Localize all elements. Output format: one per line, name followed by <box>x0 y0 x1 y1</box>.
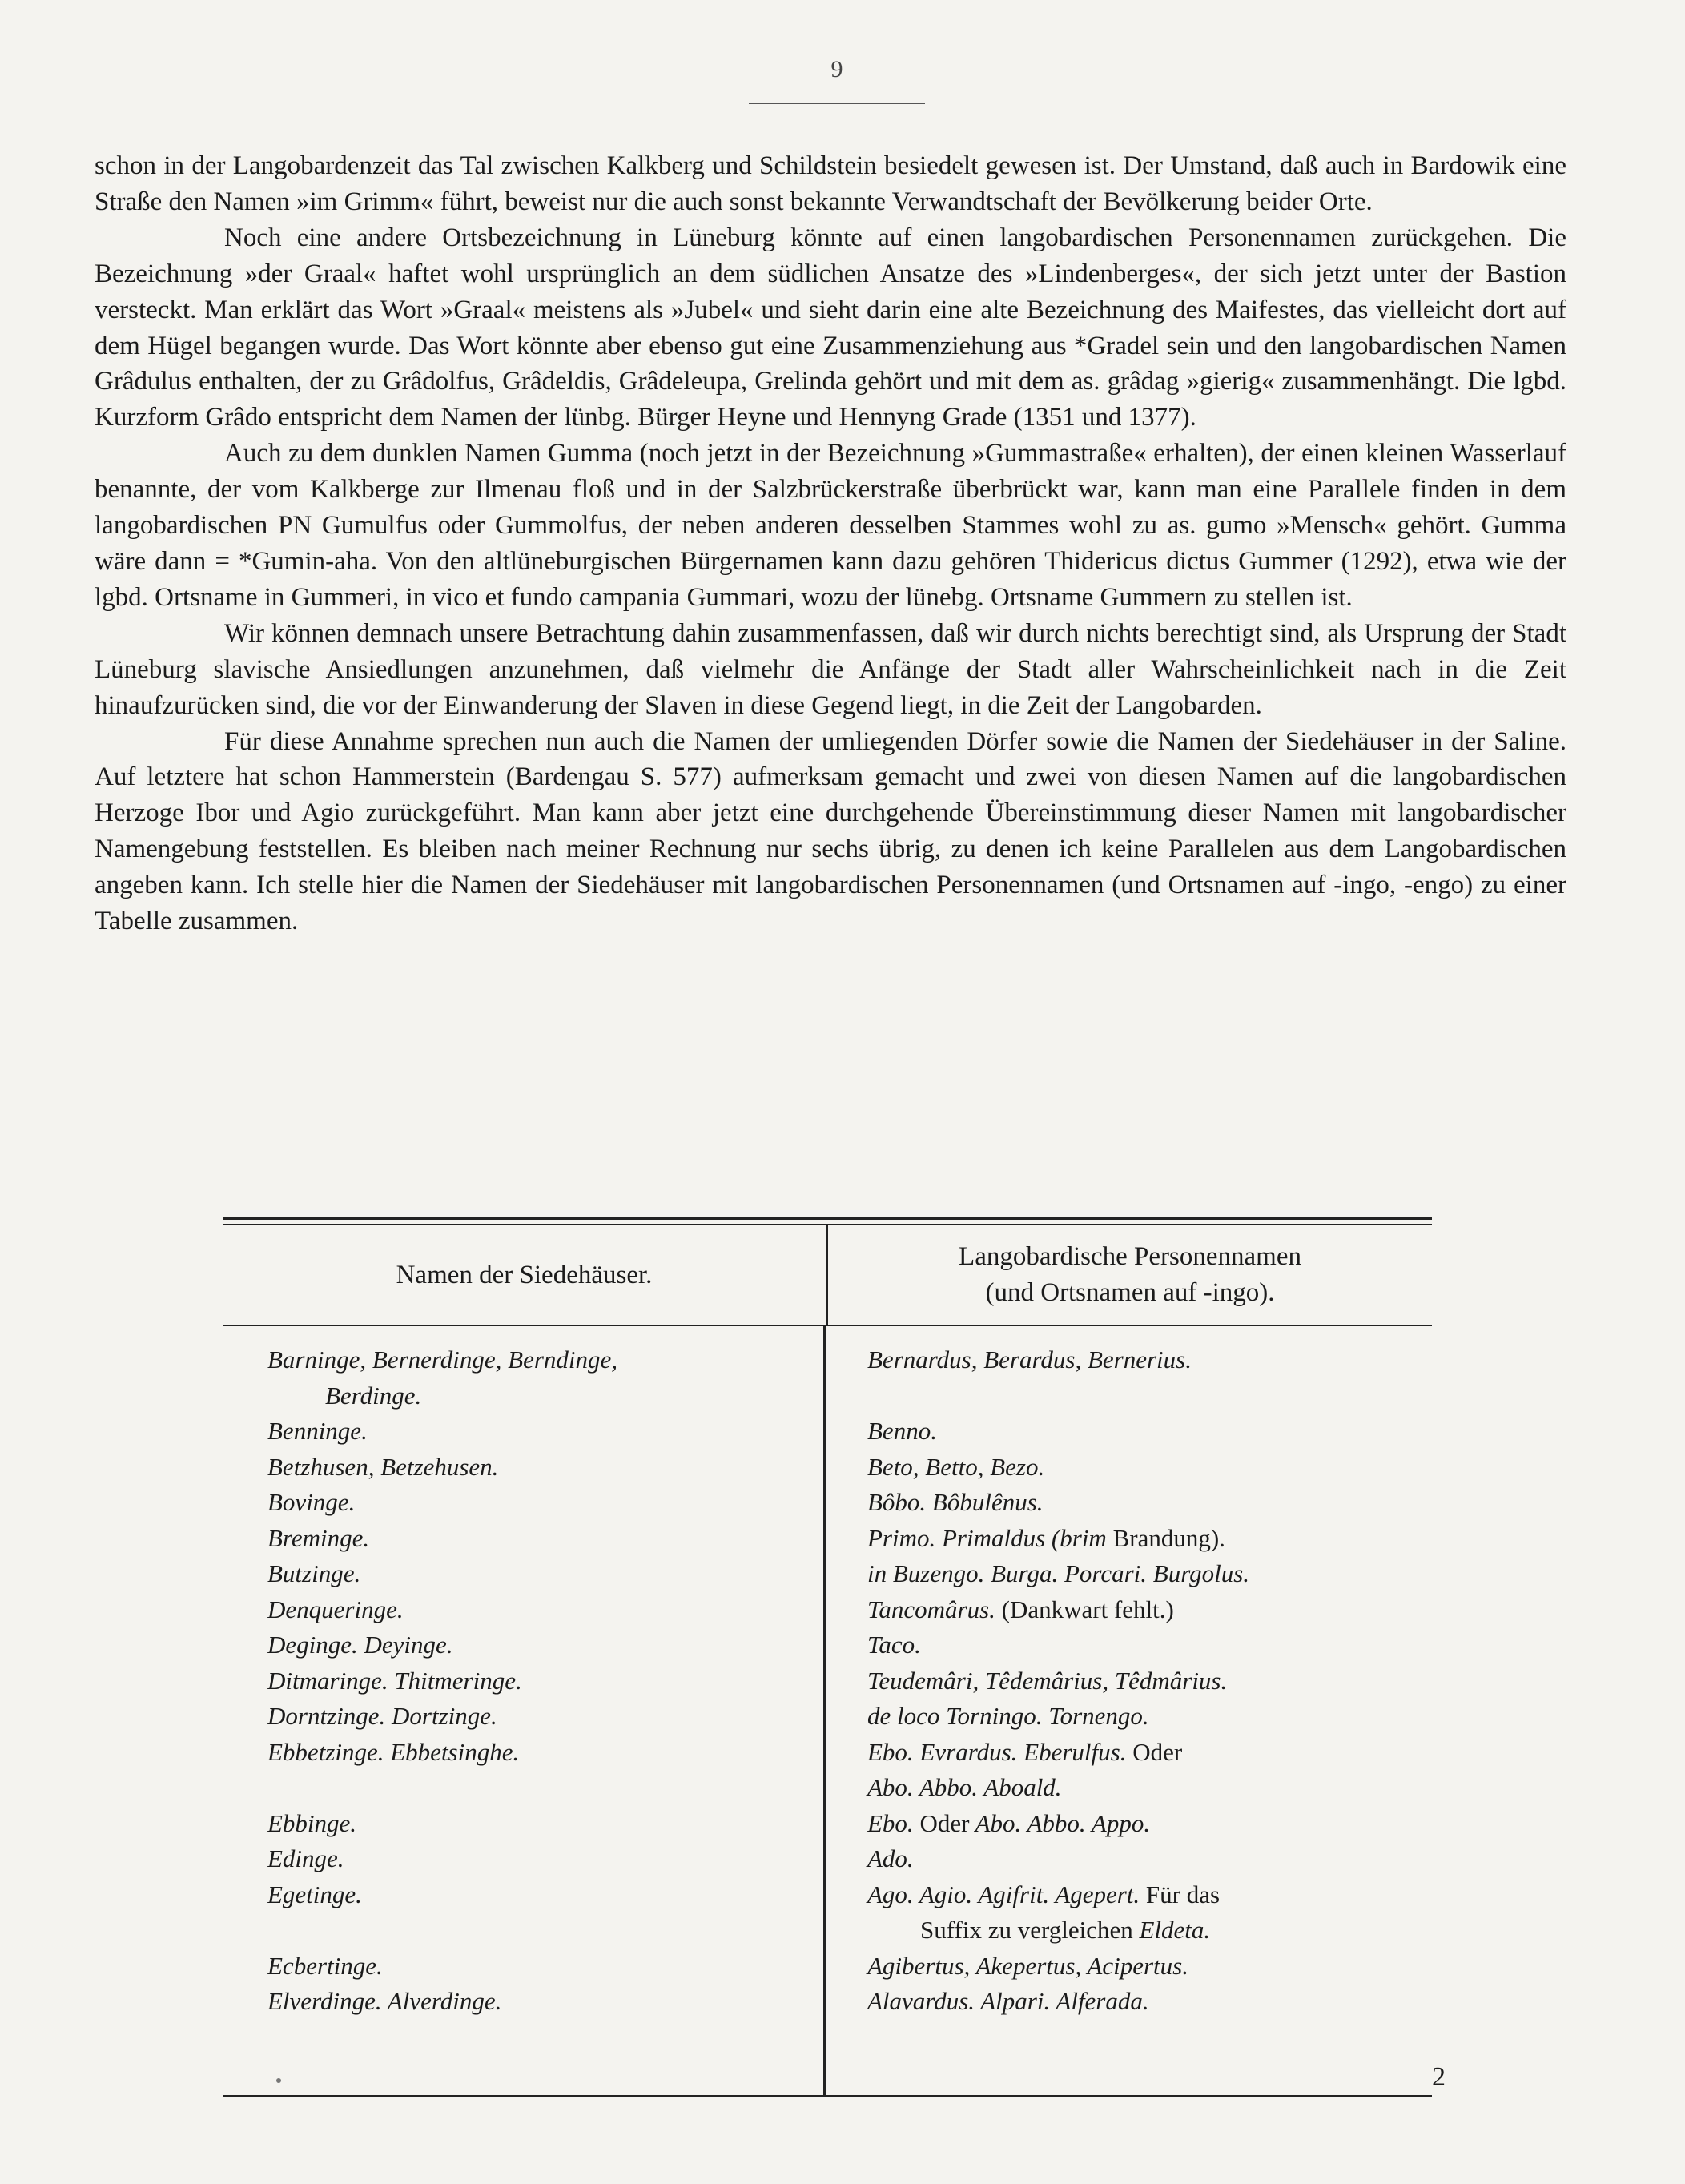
table-row-left: Betzhusen, Betzehusen. <box>267 1452 499 1481</box>
table-row-left: Ecbertinge. <box>267 1951 383 1980</box>
table-row-right: Bôbo. Bôbulênus. <box>867 1488 1044 1516</box>
paragraph: Wir können demnach unsere Betrachtung dahin zusammenfassen, daß wir durch nichts berechtigt sind, als Ursprung der Stadt Lüneburg slavische Ansiedlungen anzunehmen, daß vielmehr die Anfänge der Stadt aller Wahrscheinlichkeit nach in die Zeit hinaufzurücken sind, die vor der Einwanderung der Slaven in diese Gegend liegt, in die Zeit der Langobarden. <box>95 618 1566 720</box>
body-text <box>95 148 1566 939</box>
eldeta-text: Eldeta. <box>1139 1916 1211 1944</box>
table-row-left: Deginge. Deyinge. <box>267 1631 453 1659</box>
tancomarus-text: Tancomârus. <box>867 1595 995 1623</box>
table-row-right: in Buzengo. Burga. Porcari. Burgolus. <box>867 1559 1250 1587</box>
table-row-right <box>867 1735 1432 1771</box>
oder-text: Oder <box>919 1808 970 1837</box>
table-row-left: Denqueringe. <box>267 1595 404 1623</box>
dankwart-note: (Dankwart fehlt.) <box>1001 1595 1174 1623</box>
table-row-right: de loco Torningo. Tornengo. <box>867 1702 1149 1730</box>
table-row-right: Taco. <box>867 1631 921 1659</box>
table-row-left: Benninge. <box>267 1417 368 1445</box>
table-row-right: Bernardus, Berardus, Bernerius. <box>867 1345 1192 1374</box>
table-top-rule <box>223 1217 1432 1225</box>
table-spacer <box>867 1378 1432 1414</box>
paragraph: Noch eine andere Ortsbezeichnung in Lüneburg könnte auf einen langobardischen Personennamen zurückgehen. Die Bezeichnung »der Graal« haftet wohl ursprünglich an dem südlichen Ansatze des »Lindenberges«, der sich jetzt unter der Bastion versteckt. Man erklärt das Wort »Graal« meistens als »Jubel« und sieht darin eine alte Bezeichnung des Maifestes, das vielleicht dort auf dem Hügel begangen wurde. Das Wort könnte aber ebenso gut eine Zusammenziehung aus *Gradel sein und den langobardischen Namen Grâdulus enthalten, der zu Grâdolfus, Grâdeldis, Grâdeleupa, Grelinda gehört und mit dem as. grâdag »gierig« zusammenhängt. Die lgbd. Kurzform Grâdo entspricht dem Namen der lünbg. Bürger Heyne und Hennyng Grade (1351 und 1377). <box>95 223 1566 432</box>
header-personennamen <box>828 1225 1432 1325</box>
table-row-left: Breminge. <box>267 1523 370 1552</box>
header-right-line: Langobardische Personennamen <box>959 1242 1301 1271</box>
brandung-text: Brandung). <box>1112 1523 1225 1552</box>
table-row-left: Ditmaringe. Thitmeringe. <box>267 1666 522 1695</box>
table-row-left: Elverdinge. Alverdinge. <box>267 1987 502 2015</box>
table-spacer <box>267 1770 823 1806</box>
table-spacer <box>267 1913 823 1949</box>
table-row-right: Beto, Betto, Bezo. <box>867 1452 1045 1481</box>
table-row-right <box>867 1913 1432 1949</box>
table-row-left: Barninge, Bernerdinge, Berndinge, <box>267 1345 618 1374</box>
table-row-left: Ebbinge. <box>267 1808 357 1837</box>
table-row-left: Butzinge. <box>267 1559 361 1587</box>
suffix-text: Suffix zu vergleichen <box>920 1916 1133 1944</box>
paragraph: Für diese Annahme sprechen nun auch die Namen der umliegenden Dörfer sowie die Namen der Siedehäuser in der Saline. Auf letztere hat schon Hammerstein (Bardengau S. 577) aufmerksam gemacht und zwei von diesen Namen auf die langobardischen Herzoge Ibor und Agio zurückgeführt. Man kann aber jetzt eine durchgehende Übereinstimmung dieser Namen mit langobardischer Namengebung feststellen. Es bleiben nach meiner Rechnung nur sechs übrig, zu denen ich keine Parallelen aus dem Langobardischen angeben kann. Ich stelle hier die Namen der Siedehäuser mit langobardischen Personennamen (und Ortsnamen auf -ingo, -engo) zu einer Tabelle zusammen. <box>95 726 1566 936</box>
header-rule <box>749 103 925 104</box>
ebo-text: Ebo. <box>867 1808 914 1837</box>
primo-text: Primo. Primaldus (brim <box>867 1523 1107 1552</box>
table-body <box>223 1326 1432 2097</box>
fuer-das-text: Für das <box>1145 1880 1221 1908</box>
table-row-right: Benno. <box>867 1417 937 1445</box>
table-row-left: Berdinge. <box>325 1381 422 1410</box>
header-siedehaeuser: Namen der Siedehäuser. <box>223 1225 828 1325</box>
oder-text: Oder <box>1132 1737 1183 1766</box>
paragraph: schon in der Langobardenzeit das Tal zwischen Kalkberg und Schildstein besiedelt gewesen ist. Der Umstand, daß auch in Bardowik eine Straße den Namen »im Grimm« führt, beweist nur die auch sonst bekannte Verwandtschaft der Bevölkerung beider Orte. <box>95 151 1566 216</box>
ebo-text: Ebo. Evrardus. Eberulfus. <box>867 1737 1127 1766</box>
table-row-right: Agibertus, Akepertus, Acipertus. <box>867 1951 1188 1980</box>
table-row-left: Egetinge. <box>267 1880 362 1908</box>
table-row-right: Abo. Abbo. Aboald. <box>867 1773 1062 1801</box>
table-row-left: Dorntzinge. Dortzinge. <box>267 1702 497 1730</box>
table-row-right: Ado. <box>867 1844 914 1872</box>
table-row-right <box>867 1806 1432 1842</box>
siedehaeuser-column <box>223 1326 826 2095</box>
table-row-right <box>867 1592 1432 1628</box>
print-speck <box>276 2078 281 2083</box>
page-number-bottom: 2 <box>1432 2062 1446 2092</box>
table-header <box>223 1225 1432 1326</box>
personennamen-column <box>826 1326 1432 2095</box>
abo-text: Abo. Abbo. Appo. <box>975 1808 1151 1837</box>
table-row-right: Teudemâri, Têdemârius, Têdmârius. <box>867 1666 1228 1695</box>
table-row-left: Bovinge. <box>267 1488 356 1516</box>
table-row-right <box>867 1877 1432 1913</box>
table-row-right: Alavardus. Alpari. Alferada. <box>867 1987 1149 2015</box>
table-row-left: Ebbetzinge. Ebbetsinghe. <box>267 1737 520 1766</box>
table-row-right <box>867 1521 1432 1557</box>
ago-text: Ago. Agio. Agifrit. Agepert. <box>867 1880 1140 1908</box>
header-right-line: (und Ortsnamen auf -ingo). <box>985 1278 1275 1307</box>
page-number-top: 9 <box>830 56 843 82</box>
names-table <box>223 1217 1432 2097</box>
table-row-left: Edinge. <box>267 1844 344 1872</box>
paragraph: Auch zu dem dunklen Namen Gumma (noch jetzt in der Bezeichnung »Gummastraße« erhalten), der einen kleinen Wasserlauf benannte, der vom Kalkberge zur Ilmenau floß und in der Salzbrückerstraße überbrückt war, kann man eine Parallele finden in dem langobardischen PN Gumulfus oder Gummolfus, der neben anderen desselben Stammes wohl zu as. gumo »Mensch« gehört. Gumma wäre dann = *Gumin-aha. Von den altlüneburgischen Bürgernamen kann dazu gehören Thidericus dictus Gummer (1292), etwa wie der lgbd. Ortsname in Gummeri, in vico et fundo campania Gummari, wozu der lünebg. Ortsname Gummern zu stellen ist. <box>95 439 1566 612</box>
